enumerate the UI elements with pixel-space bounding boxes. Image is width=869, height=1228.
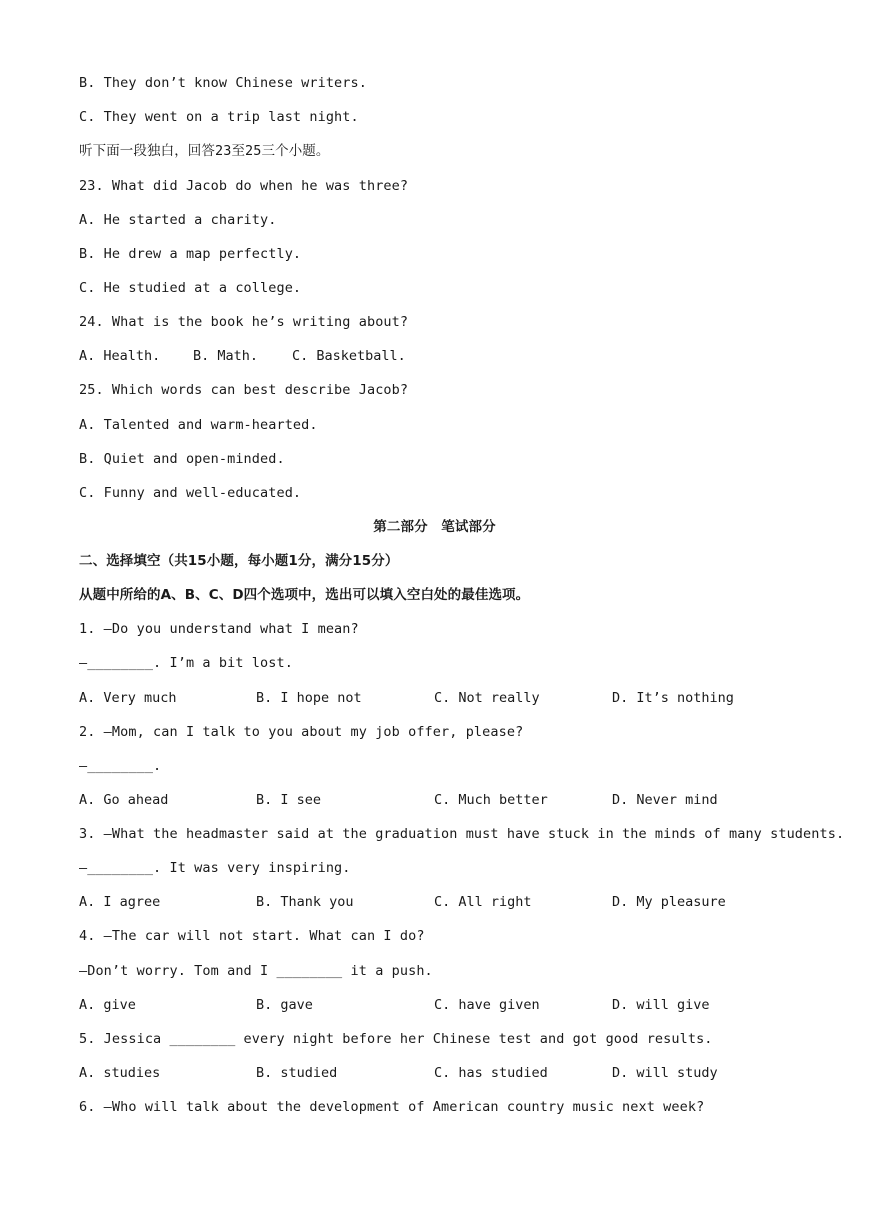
q23-option-c: C. He studied at a college. xyxy=(79,280,302,296)
q25-option-c: C. Funny and well-educated. xyxy=(79,485,302,501)
section-directions: 从题中所给的A、B、C、D四个选项中，选出可以填入空白处的最佳选项。 xyxy=(79,587,530,603)
q2-option-c: C. Much better xyxy=(434,792,548,808)
q2-option-b: B. I see xyxy=(256,792,322,808)
q4-response: —Don’t worry. Tom and I ________ it a push. xyxy=(79,963,433,979)
q5-option-b: B. studied xyxy=(256,1065,338,1081)
q25-stem: 25. Which words can best describe Jacob? xyxy=(79,382,409,398)
q1-response: —________. I’m a bit lost. xyxy=(79,655,293,671)
q23-stem: 23. What did Jacob do when he was three? xyxy=(79,178,409,194)
q1-option-d: D. It’s nothing xyxy=(612,690,734,706)
q5-option-c: C. has studied xyxy=(434,1065,548,1081)
q2-response: —________. xyxy=(79,758,162,774)
q3-option-c: C. All right xyxy=(434,894,532,910)
q4-option-c: C. have given xyxy=(434,997,540,1013)
q24-option-c: C. Basketball. xyxy=(292,348,406,364)
q2-option-a: A. Go ahead xyxy=(79,792,169,808)
q3-option-b: B. Thank you xyxy=(256,894,354,910)
q24-stem: 24. What is the book he’s writing about? xyxy=(79,314,409,330)
part-two-title: 第二部分 笔试部分 xyxy=(373,519,496,535)
q23-option-a: A. He started a charity. xyxy=(79,212,277,228)
q6-stem: 6. —Who will talk about the development of American country music next week? xyxy=(79,1099,705,1115)
q24-option-a: A. Health. xyxy=(79,348,161,364)
q3-option-d: D. My pleasure xyxy=(612,894,726,910)
q1-option-c: C. Not really xyxy=(434,690,540,706)
q5-option-a: A. studies xyxy=(79,1065,161,1081)
q2-option-d: D. Never mind xyxy=(612,792,718,808)
q1-option-a: A. Very much xyxy=(79,690,177,706)
q4-option-a: A. give xyxy=(79,997,136,1013)
q3-response: —________. It was very inspiring. xyxy=(79,860,351,876)
q3-stem: 3. —What the headmaster said at the graduation must have stuck in the minds of many students. xyxy=(79,826,845,842)
q5-option-d: D. will study xyxy=(612,1065,718,1081)
q25-option-a: A. Talented and warm-hearted. xyxy=(79,417,318,433)
q25-option-b: B. Quiet and open-minded. xyxy=(79,451,285,467)
q23-option-b: B. He drew a map perfectly. xyxy=(79,246,302,262)
q4-option-b: B. gave xyxy=(256,997,313,1013)
q22-option-c: C. They went on a trip last night. xyxy=(79,109,359,125)
q3-option-a: A. I agree xyxy=(79,894,161,910)
q4-stem: 4. —The car will not start. What can I do? xyxy=(79,928,425,944)
q1-stem: 1. —Do you understand what I mean? xyxy=(79,621,359,637)
q1-option-b: B. I hope not xyxy=(256,690,362,706)
q4-option-d: D. will give xyxy=(612,997,710,1013)
monologue-instruction: 听下面一段独白，回答23至25三个小题。 xyxy=(79,143,330,159)
q22-option-b: B. They don’t know Chinese writers. xyxy=(79,75,367,91)
section-heading: 二、选择填空（共15小题，每小题1分，满分15分） xyxy=(79,553,399,569)
q5-stem: 5. Jessica ________ every night before her Chinese test and got good results. xyxy=(79,1031,713,1047)
q2-stem: 2. —Mom, can I talk to you about my job offer, please? xyxy=(79,724,524,740)
q24-option-b: B. Math. xyxy=(193,348,259,364)
